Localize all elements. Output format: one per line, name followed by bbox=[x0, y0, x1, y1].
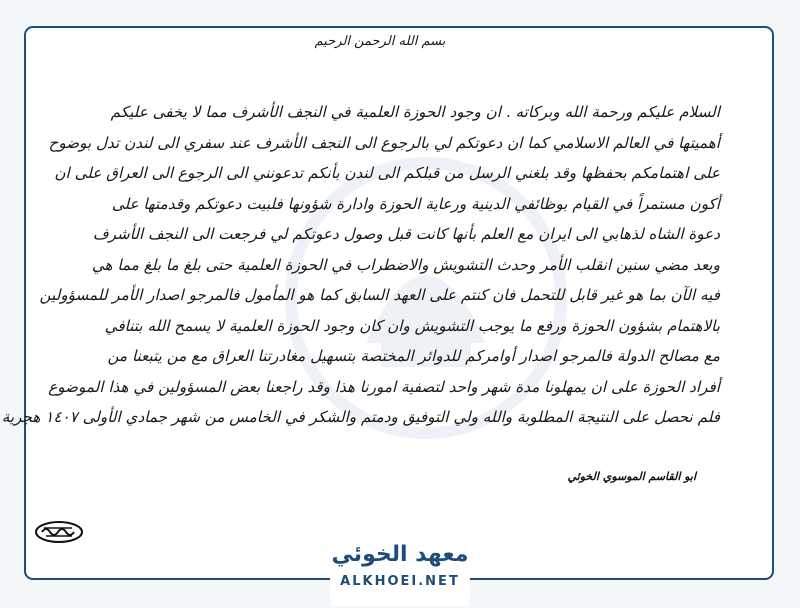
letter-line: فيه الآن بما هو غير قابل للتحمل فان كنتم على العهد السابق كما هو المأمول فالمرجو اصدار الأمر للمسؤولين bbox=[39, 286, 720, 304]
letter-line: بالاهتمام بشؤون الحوزة ورفع ما يوجب التشويش وان كان وجود الحوزة العلمية لا يسمح الله بتنافي bbox=[104, 316, 720, 335]
letter-line: أكون مستمراً في القيام بوظائفي الدينية ورعاية الحوزة وادارة شؤونها فلبيت دعوتكم وقدمتها على bbox=[111, 194, 720, 213]
letter-line: السلام عليكم ورحمة الله وبركاته . ان وجود الحوزة العلمية في النجف الأشرف مما لا يخفى عليكم bbox=[110, 103, 720, 121]
handwritten-letter bbox=[1, 34, 720, 433]
letter-line: أهميتها في العالم الاسلامي كما ان دعوتكم لي بالرجوع الى النجف الأشرف عند سفري الى لندن تدل بوضوح bbox=[48, 133, 720, 152]
logo-english-text: ALKHOEI.NET bbox=[340, 574, 460, 589]
letter-line: أفراد الحوزة على ان يمهلونا مدة شهر واحد لتصفية امورنا هذا وقد راجعنا بعض المسؤولين في هذا الموضوع bbox=[48, 377, 720, 396]
letter-line: فلم نحصل على النتيجة المطلوبة والله ولي التوفيق ودمتم والشكر في الخامس من شهر جمادي الأولى ١٤٠٧ هجرية bbox=[1, 408, 720, 426]
basmala: بسم الله الرحمن الرحيم bbox=[314, 34, 446, 49]
site-logo[interactable] bbox=[330, 536, 470, 606]
logo-arabic-text: معهد الخوئي bbox=[331, 542, 469, 567]
letter-line: مع مصالح الدولة فالمرجو اصدار أوامركم للدوائر المختصة بتسهيل مغادرتنا العراق مع من يتبعنا من bbox=[107, 347, 720, 365]
letter-line: على اهتمامكم بحفظها وقد بلغني الرسل من قبلكم الى لندن بأنكم تدعونني الى الرجوع الى العراق على ان bbox=[54, 164, 720, 182]
letter-line: دعوة الشاه لذهابي الى ايران مع العلم بأنها كانت قبل وصول دعوتكم لي فرجعت الى النجف الأشرف bbox=[92, 225, 720, 243]
seal-stamp-icon bbox=[34, 520, 84, 544]
signature: ابو القاسم الموسوي الخوئي bbox=[567, 470, 696, 483]
letter-line: وبعد مضي سنين انقلب الأمر وحدث التشويش والاضطراب في الحوزة العلمية حتى بلغ ما بلغ مما هي bbox=[91, 255, 720, 274]
